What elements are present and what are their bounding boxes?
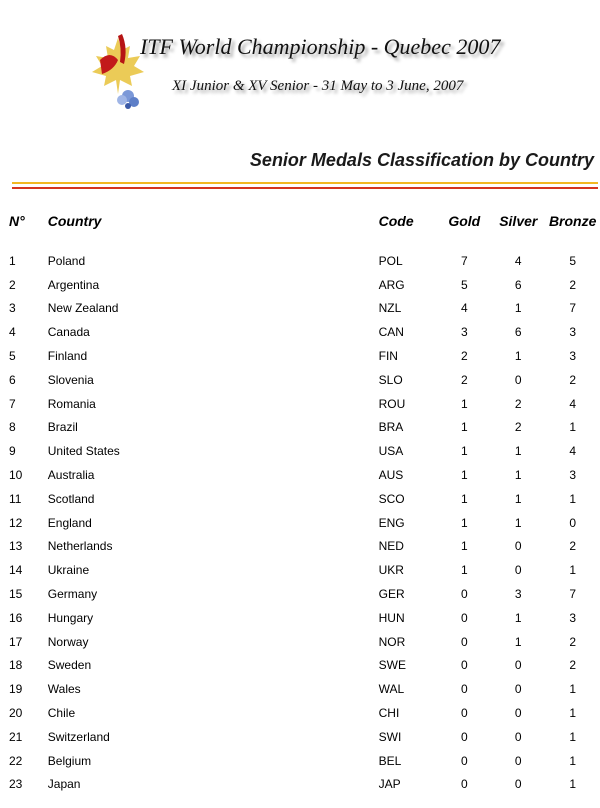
bronze-count-cell: 2: [569, 372, 577, 387]
bronze-count-cell: 1: [569, 491, 577, 506]
silver-count-cell: 1: [514, 444, 522, 459]
country-cell: Argentina: [47, 277, 100, 292]
table-row: [0, 511, 600, 535]
silver-count-cell: 0: [514, 706, 522, 721]
country-cell: Ukraine: [47, 563, 90, 578]
gold-count-cell: 1: [460, 396, 468, 411]
code-cell: ARG: [378, 277, 405, 292]
table-row: [0, 677, 600, 701]
bronze-count-cell: 3: [569, 325, 577, 340]
country-cell: Finland: [47, 349, 88, 364]
silver-count-cell: 2: [514, 396, 522, 411]
bronze-count-cell: 2: [569, 634, 577, 649]
page-header: [0, 0, 600, 120]
table-body: [0, 249, 600, 796]
code-cell: SWE: [378, 658, 406, 673]
country-cell: Belgium: [47, 753, 92, 768]
silver-count-cell: 4: [514, 253, 522, 268]
rank-cell: 9: [9, 444, 16, 459]
bronze-count-cell: 1: [569, 420, 577, 435]
code-cell: AUS: [378, 468, 404, 483]
code-cell: JAP: [378, 777, 401, 792]
table-row: [0, 654, 600, 678]
rank-cell: 16: [9, 610, 23, 625]
silver-count-cell: 0: [514, 372, 522, 387]
silver-count-cell: 0: [514, 539, 522, 554]
table-row: [0, 273, 600, 297]
code-cell: NZL: [378, 301, 402, 316]
code-cell: HUN: [378, 610, 405, 625]
bronze-count-cell: 3: [569, 610, 577, 625]
rank-cell: 19: [9, 682, 23, 697]
header-silver: Silver: [499, 213, 538, 229]
table-row: [0, 344, 600, 368]
rank-cell: 3: [9, 301, 16, 316]
divider-yellow: [12, 182, 598, 184]
silver-count-cell: 1: [514, 301, 522, 316]
gold-count-cell: 1: [460, 491, 468, 506]
gold-count-cell: 4: [460, 301, 468, 316]
code-cell: SWI: [378, 729, 402, 744]
medals-table: [0, 205, 600, 796]
gold-count-cell: 3: [460, 325, 468, 340]
code-cell: SCO: [378, 491, 405, 506]
silver-count-cell: 1: [514, 515, 522, 530]
table-row: [0, 368, 600, 392]
table-row: [0, 416, 600, 440]
code-cell: CHI: [378, 706, 400, 721]
table-row: [0, 606, 600, 630]
country-cell: Slovenia: [47, 372, 94, 387]
table-row: [0, 297, 600, 321]
silver-count-cell: 3: [514, 587, 522, 602]
gold-count-cell: 1: [460, 444, 468, 459]
table-row: [0, 749, 600, 773]
gold-count-cell: 0: [460, 610, 468, 625]
rank-cell: 1: [9, 253, 16, 268]
country-cell: Brazil: [47, 420, 78, 435]
rank-cell: 15: [9, 587, 23, 602]
gold-count-cell: 1: [460, 563, 468, 578]
gold-count-cell: 0: [460, 587, 468, 602]
rank-cell: 2: [9, 277, 16, 292]
country-cell: Norway: [47, 634, 89, 649]
bronze-count-cell: 3: [569, 468, 577, 483]
code-cell: SLO: [378, 372, 403, 387]
code-cell: NED: [378, 539, 404, 554]
gold-count-cell: 2: [460, 372, 468, 387]
rank-cell: 8: [9, 420, 16, 435]
rank-cell: 5: [9, 349, 16, 364]
silver-count-cell: 1: [514, 349, 522, 364]
silver-count-cell: 6: [514, 325, 522, 340]
silver-count-cell: 2: [514, 420, 522, 435]
header-bronze: Bronze: [548, 213, 597, 229]
code-cell: USA: [378, 444, 404, 459]
table-row: [0, 725, 600, 749]
silver-count-cell: 1: [514, 491, 522, 506]
bronze-count-cell: 2: [569, 658, 577, 673]
rank-cell: 6: [9, 372, 16, 387]
silver-count-cell: 0: [514, 658, 522, 673]
silver-count-cell: 0: [514, 753, 522, 768]
bronze-count-cell: 0: [569, 515, 577, 530]
bronze-count-cell: 5: [569, 253, 577, 268]
gold-count-cell: 1: [460, 468, 468, 483]
country-cell: Switzerland: [47, 729, 110, 744]
code-cell: ROU: [378, 396, 406, 411]
bronze-count-cell: 1: [569, 682, 577, 697]
header-country: Country: [47, 213, 102, 229]
silver-count-cell: 0: [514, 563, 522, 578]
country-cell: England: [47, 515, 92, 530]
silver-count-cell: 1: [514, 610, 522, 625]
gold-count-cell: 7: [460, 253, 468, 268]
rank-cell: 12: [9, 515, 23, 530]
championship-subtitle: XI Junior & XV Senior - 31 May to 3 June, 2007: [172, 78, 464, 94]
code-cell: CAN: [378, 325, 404, 340]
country-cell: Romania: [47, 396, 96, 411]
silver-count-cell: 1: [514, 634, 522, 649]
championship-title: ITF World Championship - Quebec 2007: [140, 34, 501, 59]
country-cell: Hungary: [47, 610, 94, 625]
table-row: [0, 535, 600, 559]
country-cell: Canada: [47, 325, 90, 340]
header-code: Code: [378, 213, 414, 229]
gold-count-cell: 2: [460, 349, 468, 364]
table-row: [0, 392, 600, 416]
bronze-count-cell: 4: [569, 396, 577, 411]
rank-cell: 18: [9, 658, 23, 673]
silver-count-cell: 0: [514, 682, 522, 697]
rank-cell: 21: [9, 729, 23, 744]
code-cell: FIN: [378, 349, 398, 364]
gold-count-cell: 0: [460, 753, 468, 768]
itf-championship-logo: [88, 30, 148, 110]
bronze-count-cell: 1: [569, 563, 577, 578]
gold-count-cell: 1: [460, 515, 468, 530]
bronze-count-cell: 7: [569, 587, 577, 602]
table-row: [0, 701, 600, 725]
country-cell: Japan: [47, 777, 81, 792]
country-cell: Australia: [47, 468, 95, 483]
gold-count-cell: 0: [460, 729, 468, 744]
gold-count-cell: 0: [460, 634, 468, 649]
code-cell: POL: [378, 253, 403, 268]
table-row: [0, 487, 600, 511]
gold-count-cell: 0: [460, 706, 468, 721]
table-row: [0, 630, 600, 654]
bronze-count-cell: 3: [569, 349, 577, 364]
country-cell: Poland: [47, 253, 86, 268]
rank-cell: 23: [9, 777, 23, 792]
gold-count-cell: 1: [460, 420, 468, 435]
gold-count-cell: 5: [460, 277, 468, 292]
table-row: [0, 320, 600, 344]
rank-cell: 11: [9, 491, 22, 506]
bronze-count-cell: 1: [569, 777, 577, 792]
rank-cell: 13: [9, 539, 23, 554]
bronze-count-cell: 2: [569, 277, 577, 292]
code-cell: GER: [378, 587, 405, 602]
section-title: Senior Medals Classification by Country: [249, 150, 594, 170]
country-cell: United States: [47, 444, 120, 459]
silver-count-cell: 0: [514, 777, 522, 792]
silver-count-cell: 1: [514, 468, 522, 483]
country-cell: Wales: [47, 682, 81, 697]
table-row: [0, 773, 600, 797]
gold-count-cell: 1: [460, 539, 468, 554]
silver-count-cell: 6: [514, 277, 522, 292]
header-gold: Gold: [448, 213, 481, 229]
table-row: [0, 558, 600, 582]
gold-count-cell: 0: [460, 682, 468, 697]
country-cell: New Zealand: [47, 301, 119, 316]
code-cell: BRA: [378, 420, 404, 435]
rank-cell: 14: [9, 563, 23, 578]
bronze-count-cell: 1: [569, 753, 577, 768]
rank-cell: 22: [9, 753, 23, 768]
code-cell: BEL: [378, 753, 402, 768]
rank-cell: 17: [9, 634, 23, 649]
rank-cell: 10: [9, 468, 23, 483]
bronze-count-cell: 7: [569, 301, 577, 316]
code-cell: WAL: [378, 682, 405, 697]
table-row: [0, 439, 600, 463]
country-cell: Germany: [47, 587, 98, 602]
code-cell: ENG: [378, 515, 405, 530]
divider-red: [12, 187, 598, 189]
country-cell: Sweden: [47, 658, 92, 673]
silver-count-cell: 0: [514, 729, 522, 744]
bronze-count-cell: 2: [569, 539, 577, 554]
header-no: N°: [9, 213, 25, 229]
rank-cell: 20: [9, 706, 23, 721]
table-header-row: [0, 205, 600, 249]
country-cell: Scotland: [47, 491, 95, 506]
code-cell: NOR: [378, 634, 406, 649]
country-cell: Chile: [47, 706, 76, 721]
rank-cell: 4: [9, 325, 16, 340]
gold-count-cell: 0: [460, 777, 468, 792]
bronze-count-cell: 4: [569, 444, 577, 459]
table-row: [0, 249, 600, 273]
gold-count-cell: 0: [460, 658, 468, 673]
country-cell: Netherlands: [47, 539, 113, 554]
bronze-count-cell: 1: [569, 706, 577, 721]
rank-cell: 7: [9, 396, 16, 411]
table-row: [0, 582, 600, 606]
table-row: [0, 463, 600, 487]
code-cell: UKR: [378, 563, 404, 578]
bronze-count-cell: 1: [569, 729, 577, 744]
